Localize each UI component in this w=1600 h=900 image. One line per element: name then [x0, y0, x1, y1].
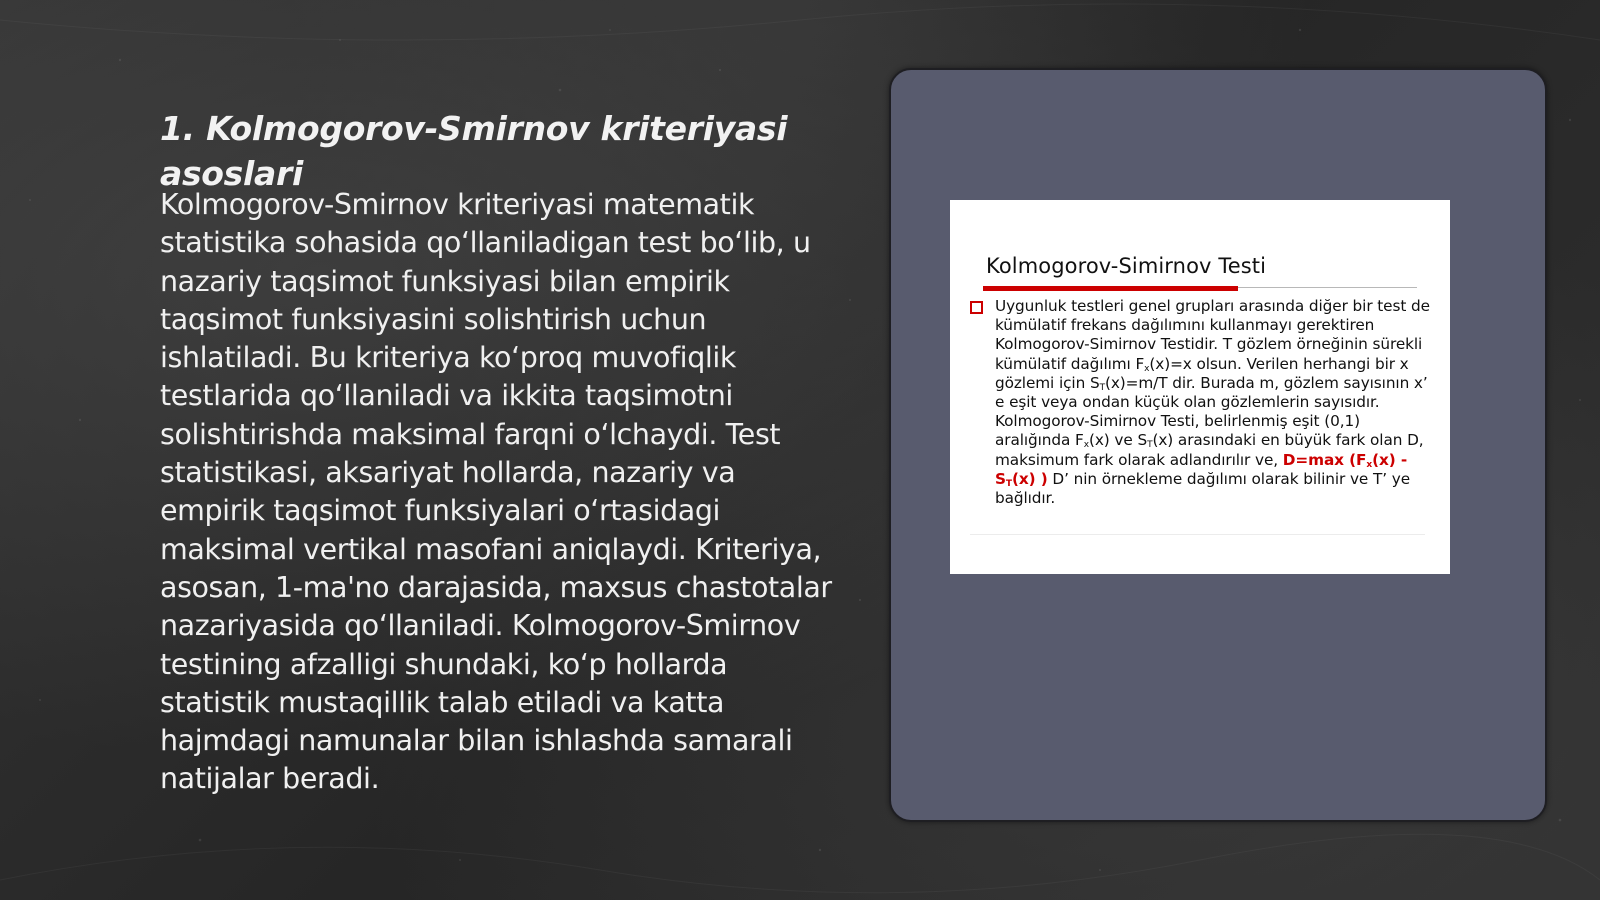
subscript-x: x	[1366, 459, 1373, 470]
subscript-t: T	[1005, 478, 1012, 489]
subscript-t: T	[1099, 382, 1105, 393]
square-bullet-icon	[970, 301, 983, 314]
embedded-slide-heading: Kolmogorov-Simirnov Testi	[986, 254, 1267, 278]
para-part: (x)=m/T dir. Burada m, gözlem sayısının x’ e eşit veya ondan küçük olan gözlemlerin sayısıdır. Kolmogorov-Simirnov Testi, belirlenmiş eşit (0,1) aralığında F	[995, 373, 1428, 450]
subscript-x: x	[1144, 363, 1150, 374]
embedded-slide-paragraph	[995, 297, 1435, 508]
heading-gray-underline	[1238, 287, 1417, 288]
para-part: (x)=x olsun. Verilen herhangi bir x gözlemi için S	[995, 354, 1409, 392]
para-part: D’ nin örnekleme dağılımı olarak bilinir ve T’ ye bağlıdır.	[995, 469, 1411, 508]
subscript-x: x	[1083, 440, 1089, 451]
para-part: (x) arasındaki en büyük fark olan D, maksimum fark olarak adlandırılır ve,	[995, 431, 1424, 469]
footer-divider	[970, 534, 1425, 535]
para-part: (x) ve S	[1088, 431, 1148, 450]
slide-title: 1. Kolmogorov-Smirnov kriteriyasi asoslari	[160, 109, 788, 193]
embedded-slide-image	[950, 200, 1450, 574]
formula-part: (x) )	[1011, 469, 1048, 488]
subscript-t: T	[1147, 440, 1153, 451]
heading-red-underline	[983, 286, 1238, 291]
formula-part: D=max (F	[1282, 450, 1367, 469]
slide-body-text: Kolmogorov-Smirnov kriteriyasi matematik statistika sohasida qo‘llaniladigan test bo‘lib, u nazariy taqsimot funksiyasi bilan empirik taqsimot funksiyasini solishtirish uchun ishlatiladi. Bu kriteriya ko‘proq muvofiqlik testlarida qo‘llaniladi va ikkita taqsimotni solishtirishda maksimal farqni o‘lchaydi. Test statistikasi, aksariyat hollarda, nazariy va empirik taqsimot funksiyalari o‘rtasidagi maksimal vertikal masofani aniqlaydi. Kriteriya, asosan, 1-ma'no darajasida, maxsus chastotalar nazariyasida qo‘llaniladi. Kolmogorov-Smirnov testining afzalligi shundaki, ko‘p hollarda statistik mustaqillik talab etiladi va katta hajmdagi namunalar bilan ishlashda samarali natijalar beradi.	[160, 188, 832, 796]
formula-part: (x) - S	[995, 450, 1408, 488]
para-part: Uygunluk testleri genel grupları arasında diğer bir test de kümülatif frekans dağılımını kullanmayı gerektiren Kolmogorov-Simirnov Testidir. T gözlem örneğinin sürekli kümülatif dağılımı F	[995, 297, 1430, 373]
